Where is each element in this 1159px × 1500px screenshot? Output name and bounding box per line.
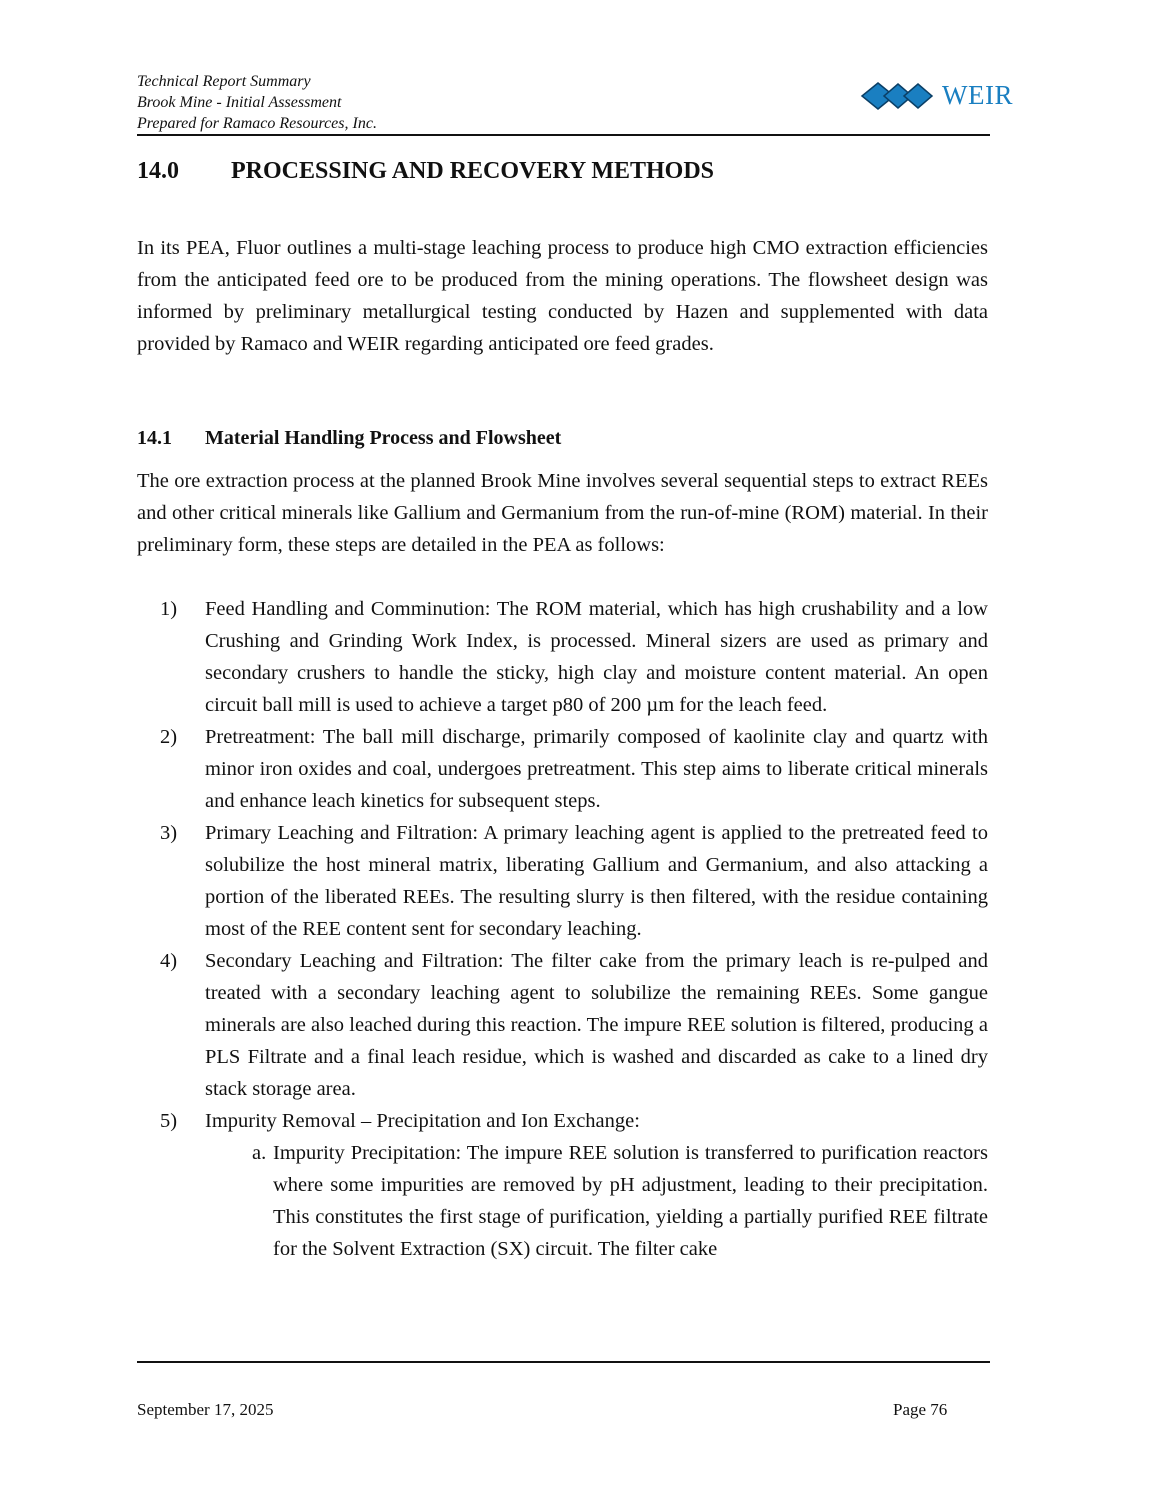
footer-date: September 17, 2025 [137,1400,274,1419]
section-intro: In its PEA, Fluor outlines a multi-stage leaching process to produce high CMO extraction efficiencies from the anticipated feed ore to be produced from the mining operations. The flowsheet design was informed by preliminary metallurgical testing conducted by Hazen and supplemented with data provided by Ramaco and WEIR regarding anticipated ore feed grades. [137,237,988,355]
process-steps-list [137,593,988,1265]
list-item: 2) Pretreatment: The ball mill discharge, primarily composed of kaolinite clay and quartz with minor iron oxides and coal, undergoes pretreatment. This step aims to liberate critical minerals and enhance leach kinetics for subsequent steps. [160,726,988,812]
list-item: 4) Secondary Leaching and Filtration: The filter cake from the primary leach is re-pulped and treated with a secondary leaching agent to solubilize the remaining REEs. Some gangue minerals are also leached during this reaction. The impure REE solution is filtered, producing a PLS Filtrate and a final leach residue, which is washed and discarded as cake to a lined dry stack storage area. [160,950,988,1100]
header-line: Brook Mine - Initial Assessment [137,94,342,111]
running-header [137,71,377,134]
section-heading: 14.0 PROCESSING AND RECOVERY METHODS [137,158,714,184]
footer-rule [137,1361,990,1363]
list-item: 3) Primary Leaching and Filtration: A primary leaching agent is applied to the pretreated feed to solubilize the host mineral matrix, liberating Gallium and Germanium, and also attacking a portion of the liberated REEs. The resulting slurry is then filtered, with the residue containing most of the REE content sent for secondary leaching. [160,822,988,940]
sub-list [205,1137,988,1265]
chevron-diamonds-icon [860,81,940,111]
list-item: 1) Feed Handling and Comminution: The ROM material, which has high crushability and a low Crushing and Grinding Work Index, is processed. Mineral sizers are used as primary and secondary crushers to handle the sticky, high clay and moisture content material. An open circuit ball mill is used to achieve a target p80 of 200 µm for the leach feed. [160,598,988,716]
header-rule [137,134,990,136]
header-line: Technical Report Summary [137,73,311,90]
page-number: Page 76 [893,1400,948,1419]
list-item: 5) Impurity Removal – Precipitation and Ion Exchange: a. Impurity Precipitation: The impure REE solution is transferred to purification reactors where some impurities are removed by pH adjustment, leading to their precipitation. This constitutes the first stage of purification, yielding a partially purified REE filtrate for the Solvent Extraction (SX) circuit. The filter cake [137,1105,988,1265]
subsection-intro: The ore extraction process at the planned Brook Mine involves several sequential steps to extract REEs and other critical minerals like Gallium and Germanium from the run-of-mine (ROM) material. In their preliminary form, these steps are detailed in the PEA as follows: [137,470,988,556]
header-line: Prepared for Ramaco Resources, Inc. [137,115,377,132]
weir-logo [860,80,1013,111]
sub-list-item: a. Impurity Precipitation: The impure REE solution is transferred to purification reactors where some impurities are removed by pH adjustment, leading to their precipitation. This constitutes the first stage of purification, yielding a partially purified REE filtrate for the Solvent Extraction (SX) circuit. The filter cake [252,1142,988,1260]
subsection-heading: 14.1 Material Handling Process and Flowsheet [137,427,562,449]
logo-text: WEIR [942,80,1013,110]
